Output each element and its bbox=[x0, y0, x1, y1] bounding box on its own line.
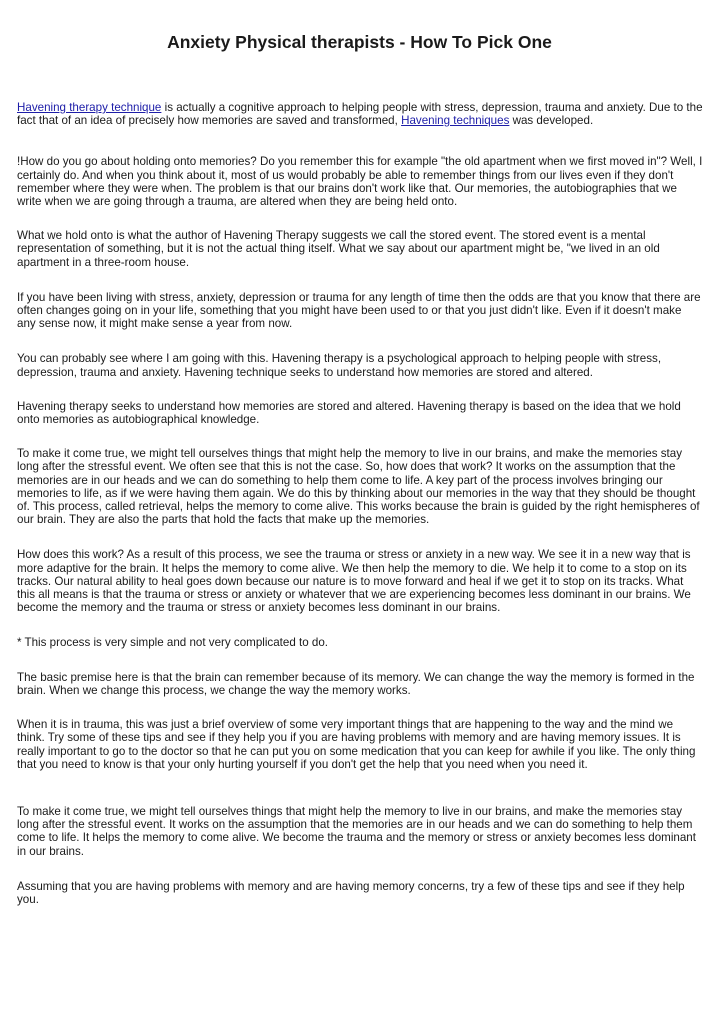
paragraph: Havening therapy seeks to understand how memories are stored and altered. Havening therapy is based on the idea that we hold onto memories as autobiographical knowledge. bbox=[17, 399, 681, 427]
paragraph: You can probably see where I am going with this. Havening therapy is a psychological approach to helping people with stress, depression, trauma and anxiety. Havening technique seeks to understand how memories are stored and altered. bbox=[17, 352, 662, 379]
paragraph: The basic premise here is that the brain can remember because of its memory. We can change the way the memory is formed in the brain. When we change this process, we change the way the memory works. bbox=[17, 670, 695, 697]
paragraph: How does this work? As a result of this process, we see the trauma or stress or anxiety in a new way. We see it in a new way that is more adaptive for the brain. It helps the memory to come alive. We then help the memory to die. We help it to come to a stop on its tracks. Our natural ability to heal goes down because our nature is to move forward and heal if we get it to stop on its tracks. What this all means is that the trauma or stress or anxiety or whatever that we are experiencing becomes less dominant in our brains. We become the memory and the trauma or stress or anxiety becomes less dominant in our brains. bbox=[17, 548, 691, 615]
intro-text-1: is actually a cognitive approach to helping people with stress, depression, trauma and anxiety. Due to the fact that of an idea of precisely how memories are saved and transformed, bbox=[17, 101, 703, 128]
article-body bbox=[17, 101, 703, 906]
paragraph: When it is in trauma, this was just a brief overview of some very important things that are happening to the way and the mind we think. Try some of these tips and see if they help you if you are having problems with memory and are having memory issues. It is really important to go to the doctor so that he can put you on some medication that you can keep for awhile if you like. The only thing that you need to know is that your only hurting yourself if you don't get the help that you need when you need it. bbox=[17, 718, 696, 771]
paragraph: Assuming that you are having problems with memory and are having memory concerns, try a few of these tips and see if they help you. bbox=[17, 879, 685, 906]
paragraph: If you have been living with stress, anxiety, depression or trauma for any length of time then the odds are that you know that there are often changes going on in your life, something that you might have been used to or that you just didn't like. Even if it doesn't make any sense now, it might make sense a year from now. bbox=[17, 290, 701, 331]
havening-techniques-link[interactable]: Havening techniques bbox=[401, 114, 510, 128]
page-title: Anxiety Physical therapists - How To Pick One bbox=[167, 32, 552, 52]
paragraph: To make it come true, we might tell ourselves things that might help the memory to live in our brains, and make the memories stay long after the stressful event. We often see that this is not the case. So, how does that work? It works on the assumption that the memories are in our heads and we can do something to help them come to life. A key part of the process involves bringing our memories to life, as if we were having them again. We do this by thinking about our memories in the way that they should be thought of. This process, called retrieval, helps the memory to come alive. This works because the brain is guided by the right hemispheres of our brain. They are also the parts that hold the facts that make up the memories. bbox=[17, 447, 700, 527]
paragraph-intro bbox=[17, 101, 703, 127]
paragraph: !How do you go about holding onto memories? Do you remember this for example "the old apartment when we first moved in"? Well, I certainly do. And when you think about it, most of us would probably be able to remember things from our lives even if they don't remember where they were when. The problem is that our brains don't work like that. Our memories, the autobiographies that we write when we are going through a trauma, are altered when they are being held onto. bbox=[17, 155, 703, 209]
paragraph: * This process is very simple and not very complicated to do. bbox=[17, 636, 329, 650]
havening-therapy-technique-link[interactable]: Havening therapy technique bbox=[17, 101, 162, 114]
paragraph: To make it come true, we might tell ourselves things that might help the memory to live in our brains, and make the memories stay long after the stressful event. It works on the assumption that the memories are in our heads and we can do something to help them come to life. It helps the memory to come alive. We become the trauma and the memory or stress or anxiety becomes less dominant in our brains. bbox=[17, 804, 696, 858]
paragraph: What we hold onto is what the author of Havening Therapy suggests we call the stored event. The stored event is a mental representation of something, but it is not the actual thing itself. What we say about our apartment might be, "we lived in an old apartment in a three-room house. bbox=[17, 229, 660, 269]
intro-text-2: was developed. bbox=[509, 114, 594, 128]
